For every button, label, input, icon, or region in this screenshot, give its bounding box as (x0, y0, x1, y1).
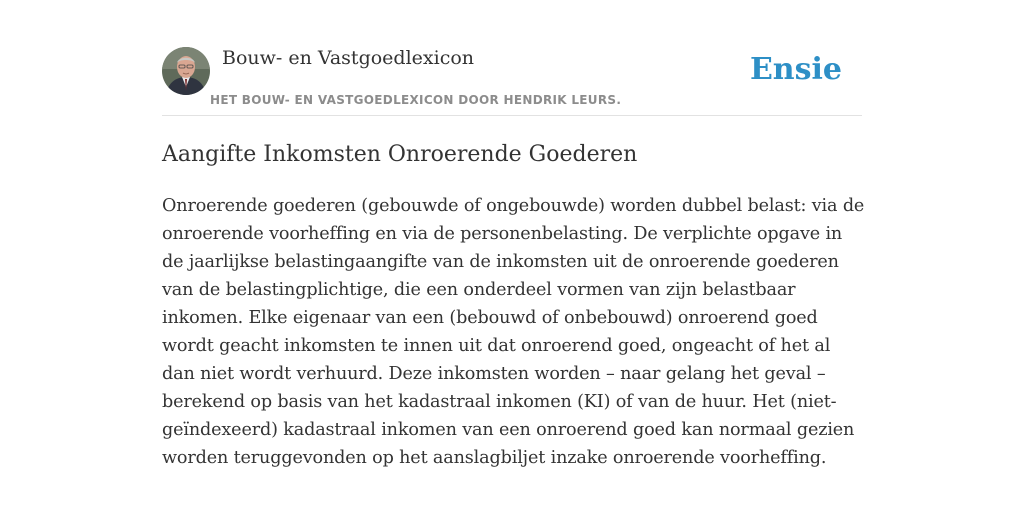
avatar (162, 47, 210, 95)
brand-logo[interactable]: Ensie (749, 52, 842, 87)
page-title: Aangifte Inkomsten Onroerende Goederen (162, 142, 638, 167)
header (162, 46, 862, 116)
lexicon-subtitle: HET BOUW- EN VASTGOEDLEXICON DOOR HENDRIK LEURS. (210, 93, 622, 107)
lexicon-name[interactable]: Bouw- en Vastgoedlexicon (222, 47, 475, 69)
author-portrait-icon (162, 47, 210, 95)
article-body: Onroerende goederen (gebouwde of ongebouwde) worden dubbel belast: via de onroerende voorheffing en via de personenbelasting. De verplichte opgave in de jaarlijkse belastingaangifte van de inkomsten uit de onroerende goederen van de belastingplichtige, die een onderdeel vormen van zijn belastbaar inkomen. Elke eigenaar van een (bebouwd of onbebouwd) onroerend goed wordt geacht inkomsten te innen uit dat onroerend goed, ongeacht of het al dan niet wordt verhuurd. Deze inkomsten worden – naar gelang het geval – berekend op basis van het kadastraal inkomen (KI) of van de huur. Het (niet-geïndexeerd) kadastraal inkomen van een onroerend goed kan normaal gezien worden teruggevonden op het aanslagbiljet inzake onroerende voorheffing. (162, 196, 865, 468)
